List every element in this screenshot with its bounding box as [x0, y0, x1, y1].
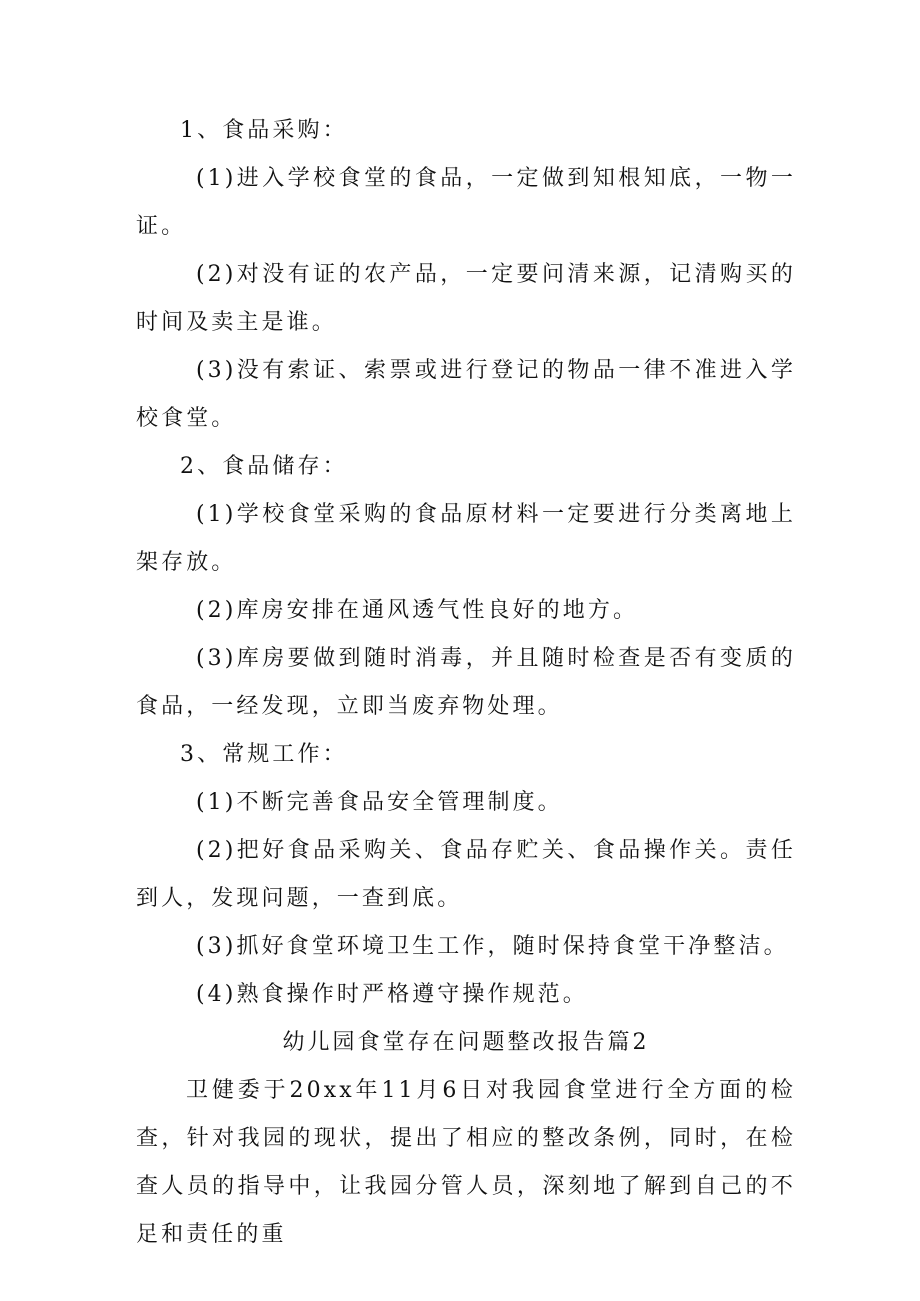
body-paragraph: 卫健委于20xx年11月6日对我园食堂进行全方面的检查，针对我园的现状，提出了相应的整改条例，同时，在检查人员的指导中，让我园分管人员，深刻地了解到自己的不足和责任的重 — [136, 1078, 796, 1247]
purchase-item-3: (3)没有索证、索票或进行登记的物品一律不准进入学校食堂。 — [136, 358, 796, 431]
heading-routine-work: 3、常规工作： — [180, 742, 348, 767]
heading-food-storage: 2、食品储存： — [180, 454, 348, 479]
storage-item-1: (1)学校食堂采购的食品原材料一定要进行分类离地上架存放。 — [136, 502, 796, 575]
document-body — [136, 107, 796, 1259]
routine-item-1: (1)不断完善食品安全管理制度。 — [196, 790, 563, 815]
routine-item-4: (4)熟食操作时严格遵守操作规范。 — [196, 982, 588, 1007]
storage-item-3: (3)库房要做到随时消毒，并且随时检查是否有变质的食品，一经发现，立即当废弃物处理。 — [136, 646, 796, 719]
purchase-item-1: (1)进入学校食堂的食品，一定做到知根知底，一物一证。 — [136, 166, 796, 239]
routine-item-3: (3)抓好食堂环境卫生工作，随时保持食堂干净整洁。 — [196, 934, 789, 959]
section-title: 幼儿园食堂存在问题整改报告篇2 — [282, 1030, 650, 1055]
heading-food-purchase: 1、食品采购： — [180, 118, 348, 143]
routine-item-2: (2)把好食品采购关、食品存贮关、食品操作关。责任到人，发现问题，一查到底。 — [136, 838, 796, 911]
purchase-item-2: (2)对没有证的农产品，一定要问清来源，记清购买的时间及卖主是谁。 — [136, 262, 796, 335]
storage-item-2: (2)库房安排在通风透气性良好的地方。 — [196, 598, 639, 623]
